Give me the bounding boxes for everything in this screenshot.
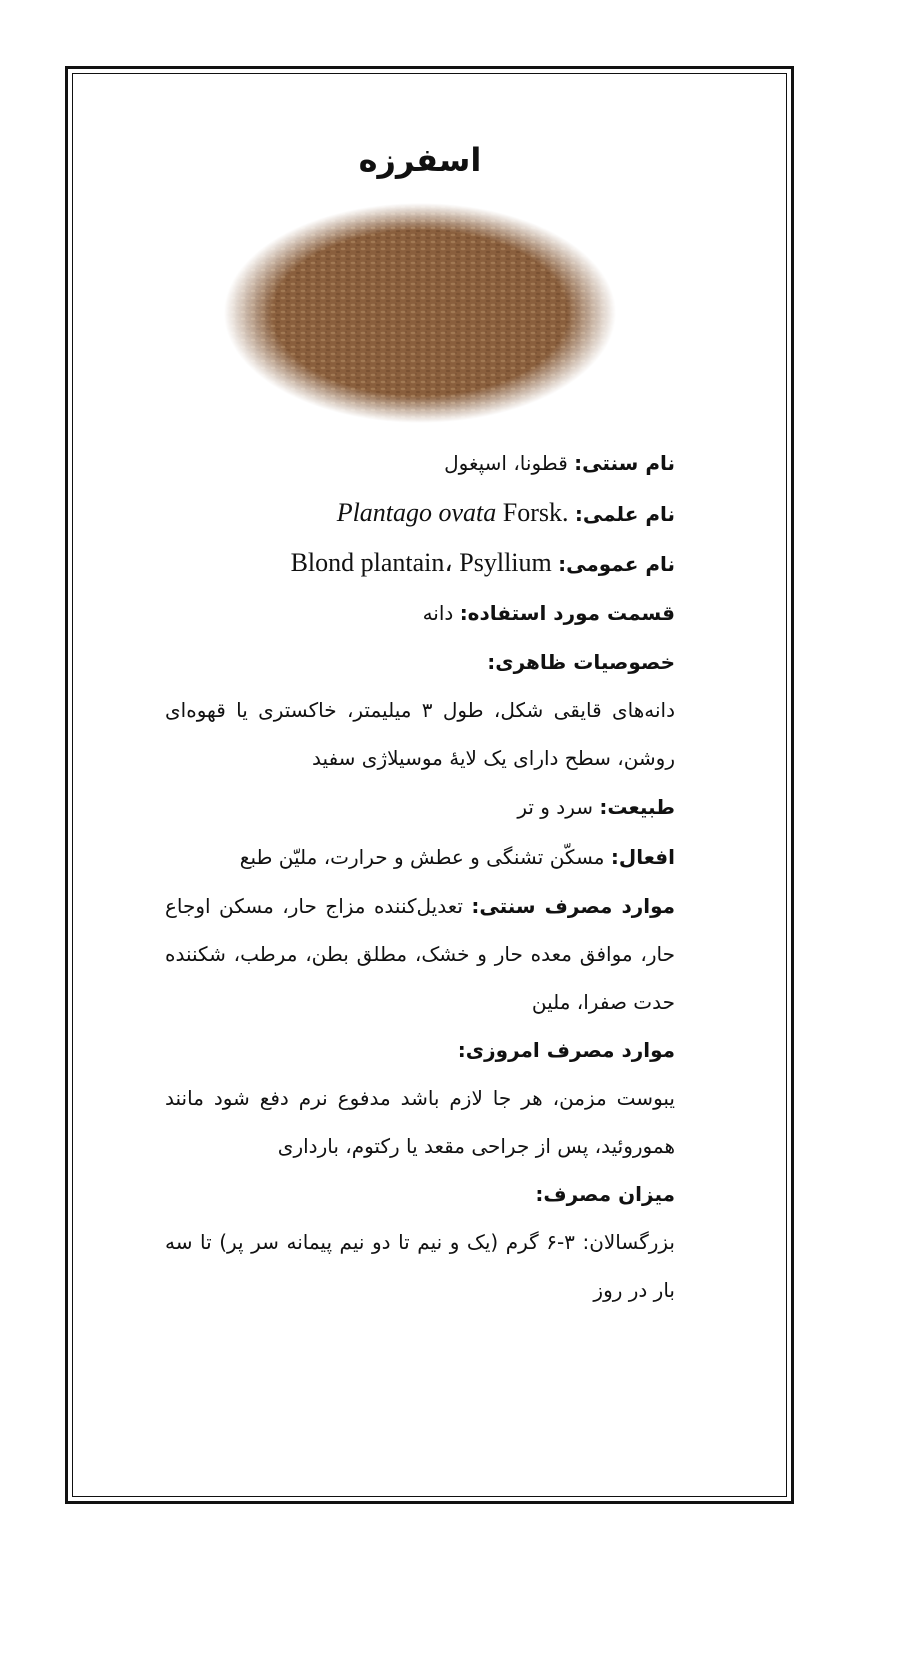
seed-image-container <box>165 198 675 438</box>
scientific-name-label: نام علمی: <box>574 502 675 526</box>
scientific-name-author: Forsk. <box>502 498 569 527</box>
modern-uses-text: یبوست مزمن، هر جا لازم باشد مدفوع نرم دفع شود مانند هموروئید، پس از جراحی مقعد یا رکتوم، بارداری <box>165 1086 675 1158</box>
part-used-label: قسمت مورد استفاده: <box>459 601 675 625</box>
common-name-label: نام عمومی: <box>558 552 675 576</box>
common-name-value: Blond plantain، Psyllium <box>290 548 552 577</box>
actions-row <box>165 832 675 882</box>
appearance-text: دانه‌های قایقی شکل، طول ۳ میلیمتر، خاکستری یا قهوه‌ای روشن، سطح دارای یک لایۀ موسیلاژی سفید <box>165 698 675 770</box>
appearance-label: خصوصیات ظاهری: <box>487 650 675 674</box>
actions-value: مسکّن تشنگی و عطش و حرارت، ملیّن طبع <box>239 845 605 869</box>
part-used-row <box>165 588 675 638</box>
traditional-uses-label: موارد مصرف سنتی: <box>471 894 675 918</box>
scientific-name-row <box>165 488 675 538</box>
dosage-label: میزان مصرف: <box>535 1182 675 1206</box>
traditional-uses-text: تعدیل‌کننده مزاج حار، مسکن اوجاع حار، موافق معده حار و خشک، مطلق بطن، مرطب، شکننده حدت صفرا، ملین <box>165 894 675 1014</box>
nature-row <box>165 782 675 832</box>
traditional-name-value: قطونا، اسپغول <box>444 451 568 475</box>
scientific-name-italic: Plantago ovata <box>336 498 497 527</box>
seed-image <box>220 198 620 428</box>
traditional-name-label: نام سنتی: <box>574 451 675 475</box>
actions-label: افعال: <box>610 845 675 869</box>
dosage-text: بزرگسالان: ۳-۶ گرم (یک و نیم تا دو نیم پیمانه سر پر) تا سه بار در روز <box>165 1230 676 1302</box>
traditional-name-row <box>165 438 675 488</box>
monograph <box>165 130 675 1314</box>
common-name-row <box>165 538 675 588</box>
nature-value: سرد و تر <box>517 795 594 819</box>
traditional-uses-block <box>165 882 675 1026</box>
nature-label: طبیعت: <box>599 795 675 819</box>
modern-uses-label: موارد مصرف امروزی: <box>457 1038 675 1062</box>
part-used-value: دانه <box>422 601 454 625</box>
page-title: اسفرزه <box>358 141 482 179</box>
scientific-name-value <box>337 498 569 527</box>
